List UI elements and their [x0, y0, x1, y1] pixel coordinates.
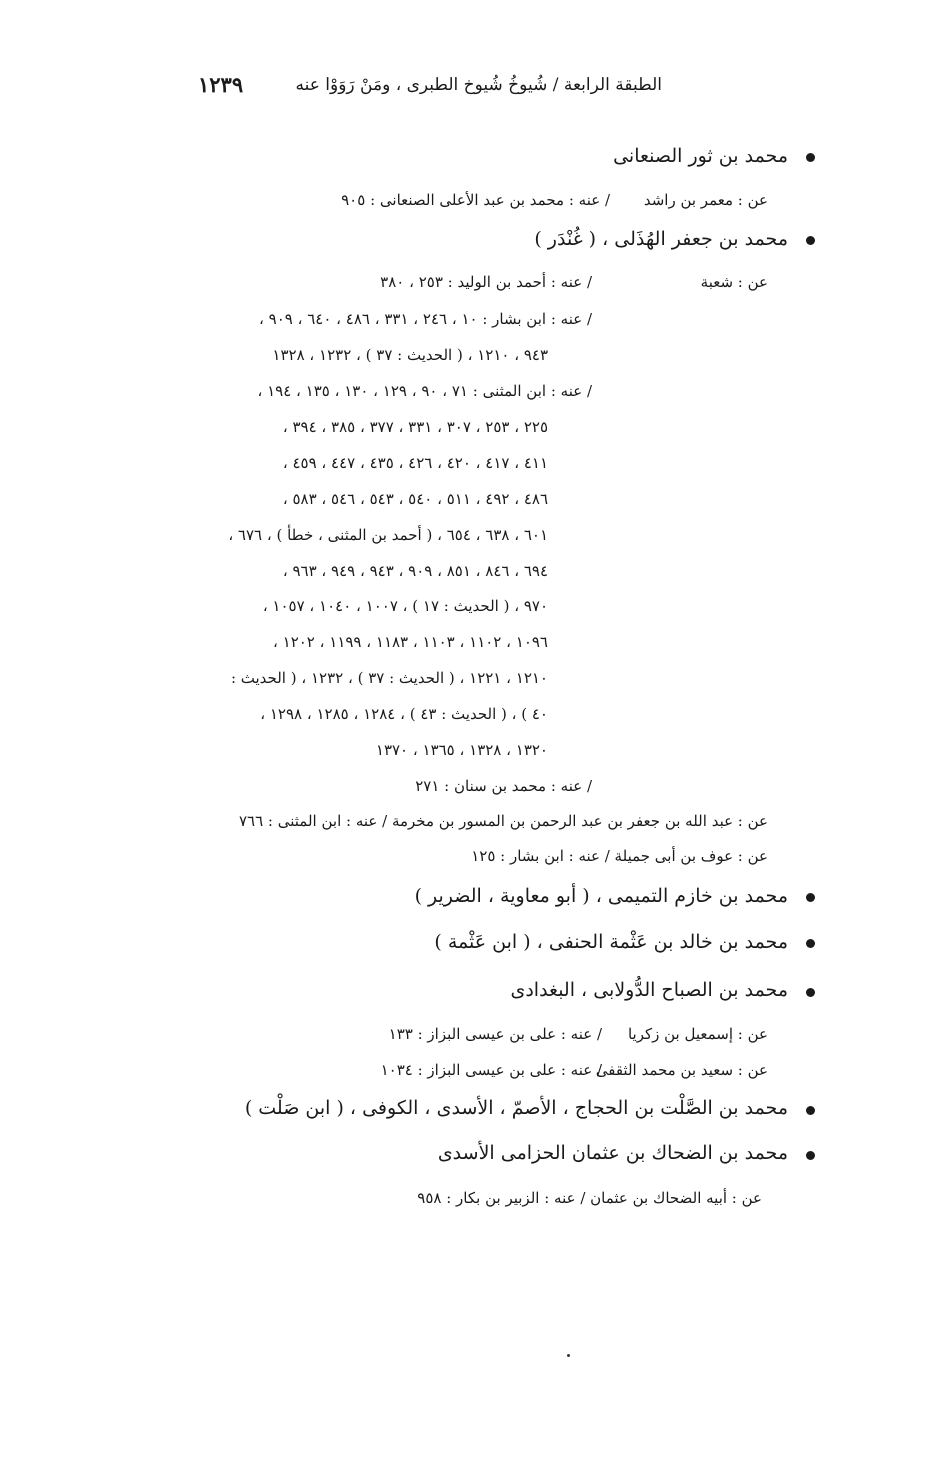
entry-from: عن : إسمعيل بن زكريا	[627, 1025, 768, 1043]
entry-name: محمد بن الصَّلْت بن الحجاج ، الأصمّ ، الأسدى ، الكوفى ، ( ابن صَلْت )	[244, 1097, 788, 1119]
bullet-icon	[806, 893, 815, 902]
entry-extra-line: عن : عبد الله بن جعفر بن عبد الرحمن بن المسور بن مخرمة / عنه : ابن المثنى : ٧٦٦	[238, 812, 768, 830]
bullet-icon	[806, 1151, 815, 1160]
entry-to: / عنه : على بن عيسى البزاز : ١٣٣	[388, 1025, 602, 1043]
reference-line: ٤٨٦ ، ٤٩٢ ، ٥١١ ، ٥٤٠ ، ٥٤٣ ، ٥٤٦ ، ٥٨٣ ،	[282, 490, 548, 508]
entry-name: محمد بن خازم التميمى ، ( أبو معاوية ، الضرير )	[414, 885, 788, 907]
entry-name: محمد بن جعفر الهُذَلى ، ( غُنْدَر )	[534, 228, 788, 250]
bullet-icon	[806, 1106, 815, 1115]
entry-to: / عنه : على بن عيسى البزاز : ١٠٣٤	[380, 1061, 602, 1079]
page-number: ١٢٣٩	[198, 72, 244, 97]
entry-to: / عنه : محمد بن عبد الأعلى الصنعانى : ٩٠٥	[341, 191, 610, 209]
entry-from: عن : شعبة	[700, 273, 768, 291]
reference-line: / عنه : محمد بن سنان : ٢٧١	[415, 777, 592, 795]
entry-name: محمد بن خالد بن عَثْمة الحنفى ، ( ابن عَثْمة )	[434, 931, 788, 953]
reference-line: ١٣٢٠ ، ١٣٢٨ ، ١٣٦٥ ، ١٣٧٠	[375, 741, 548, 759]
reference-line: ٦٩٤ ، ٨٤٦ ، ٨٥١ ، ٩٠٩ ، ٩٤٣ ، ٩٤٩ ، ٩٦٣ ،	[282, 562, 548, 580]
entry-name: محمد بن الصباح الدُّولابى ، البغدادى	[510, 979, 788, 1001]
reference-line: ١٢١٠ ، ١٢٢١ ، ( الحديث : ٣٧ ) ، ١٢٣٢ ، ( الحديث :	[230, 669, 548, 687]
reference-line: ٤١١ ، ٤١٧ ، ٤٢٠ ، ٤٢٦ ، ٤٣٥ ، ٤٤٧ ، ٤٥٩ ،	[282, 454, 548, 472]
reference-line: ٦٠١ ، ٦٣٨ ، ٦٥٤ ، ( أحمد بن المثنى ، خطأ ) ، ٦٧٦ ،	[228, 526, 548, 544]
bullet-icon	[806, 236, 815, 245]
reference-line: / عنه : ابن بشار : ١٠ ، ٢٤٦ ، ٣٣١ ، ٤٨٦ ، ٦٤٠ ، ٩٠٩ ،	[259, 310, 592, 328]
print-speck	[567, 1354, 570, 1357]
entry-from: عن : معمر بن راشد	[643, 191, 768, 209]
entry-from: عن : سعيد بن محمد الثقفى	[595, 1061, 768, 1079]
reference-line: ٢٢٥ ، ٢٥٣ ، ٣٠٧ ، ٣٣١ ، ٣٧٧ ، ٣٨٥ ، ٣٩٤ ،	[282, 418, 548, 436]
running-header: الطبقة الرابعة / شُيوخُ شُيوخ الطبرى ، ومَنْ رَوَوْا عنه	[295, 75, 662, 95]
reference-line: ٩٤٣ ، ١٢١٠ ، ( الحديث : ٣٧ ) ، ١٢٣٢ ، ١٣٢٨	[272, 346, 548, 364]
bullet-icon	[806, 153, 815, 162]
reference-line: ٩٧٠ ، ( الحديث : ١٧ ) ، ١٠٠٧ ، ١٠٤٠ ، ١٠٥٧ ،	[262, 597, 548, 615]
bullet-icon	[806, 988, 815, 997]
entry-name: محمد بن الضحاك بن عثمان الحزامى الأسدى	[437, 1142, 788, 1164]
bullet-icon	[806, 939, 815, 948]
reference-line: / عنه : أحمد بن الوليد : ٢٥٣ ، ٣٨٠	[380, 273, 592, 291]
entry-line: عن : أبيه الضحاك بن عثمان / عنه : الزبير بن بكار : ٩٥٨	[417, 1189, 762, 1207]
reference-line: ١٠٩٦ ، ١١٠٢ ، ١١٠٣ ، ١١٨٣ ، ١١٩٩ ، ١٢٠٢ ،	[273, 633, 548, 651]
entry-extra-line: عن : عوف بن أبى جميلة / عنه : ابن بشار : ١٢٥	[471, 847, 768, 865]
reference-line: / عنه : ابن المثنى : ٧١ ، ٩٠ ، ١٢٩ ، ١٣٠ ، ١٣٥ ، ١٩٤ ،	[257, 382, 592, 400]
reference-line: ٤٠ ) ، ( الحديث : ٤٣ ) ، ١٢٨٤ ، ١٢٨٥ ، ١٢٩٨ ،	[260, 705, 548, 723]
entry-name: محمد بن ثور الصنعانى	[613, 145, 788, 167]
